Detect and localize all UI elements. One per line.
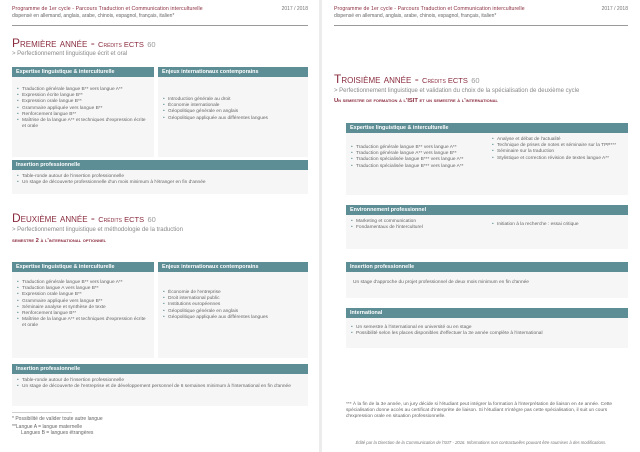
- year3-insertion-text: Un stage d'approche du projet professionnel de deux mois minimum en fin d'année: [353, 280, 529, 285]
- footnote-divider: [12, 412, 72, 413]
- year1-international-list: [158, 77, 308, 125]
- year3-environment-columns: [346, 215, 628, 234]
- year3-title-text: Troisième année: [334, 72, 412, 86]
- page-header-right: [334, 6, 628, 26]
- list-item: • Grammaire appliquée vers langue B**: [17, 299, 149, 305]
- list-item: • Technique de prises de notes et séminaire sur la TPP***: [492, 143, 623, 149]
- year2-credits-label: Crédits ECTS: [98, 215, 145, 224]
- year3-insertion-title: Insertion professionnelle: [346, 262, 628, 272]
- year3-subtitle: > Perfectionnement linguistique et validation du choix de la spécialisation de deuxième cycle: [334, 88, 580, 94]
- header-year-right: 2017 / 2018: [601, 6, 628, 12]
- list-item: • Introduction générale au droit: [163, 97, 303, 103]
- right-page: [322, 0, 640, 452]
- year1-international-box: [158, 67, 308, 157]
- list-item: • Grammaire appliquée vers langue B**: [17, 106, 149, 112]
- year3-international-title: International: [346, 308, 628, 318]
- list-item: • Initiation à la recherche : essai critique: [492, 222, 623, 228]
- list-item: • Institutions européennes: [163, 302, 303, 308]
- list-item: • Marketing et communication: [351, 219, 482, 225]
- year3-jury-note: *** À la fin de la 3e année, un jury décide si l'étudiant peut intégrer la formation à l'interprétation de liaison en 4e année. Cette spécialisation donne accès au certificat d'interprète de liaison. Si l'étudiant n'intègre pas cette spécialisation, il suit un cours d'expression orale en situation professionnelle.: [346, 402, 613, 419]
- page-header: [12, 6, 308, 26]
- year1-international-title: Enjeux internationaux contemporains: [158, 67, 308, 77]
- list-item: • Expression orale langue B**: [17, 292, 149, 298]
- year2-insertion-title: Insertion professionnelle: [12, 364, 308, 374]
- year2-international-list: [158, 272, 308, 324]
- list-item: • Un semestre à l'international en université ou en stage: [351, 325, 623, 331]
- year2-title-text: Deuxième année: [12, 211, 88, 225]
- list-item: • Traduction spécialisée langue B*** vers langue A**: [351, 164, 482, 170]
- year3-environment-title: Environnement professionnel: [346, 205, 628, 215]
- list-item: • Séminaire sur la traduction: [492, 149, 623, 155]
- year3-environment-box: [346, 205, 628, 249]
- year3-insertion-box: [346, 262, 628, 298]
- year3-linguistic-list-right: [487, 133, 628, 173]
- list-item: • Expression écrite langue B**: [17, 93, 149, 99]
- list-item: • Droit international public: [163, 296, 303, 302]
- year1-linguistic-list: [12, 77, 154, 133]
- year3-linguistic-title: Expertise linguistique & interculturelle: [346, 123, 628, 133]
- year1-title-text: Première année: [12, 36, 88, 50]
- list-item: • Traduction langue A vers langue B**: [17, 286, 149, 292]
- year2-title: Deuxième année - Crédits ECTS 60: [12, 211, 156, 225]
- year1-insertion-box: [12, 160, 308, 194]
- year1-credits-label: Crédits ECTS: [98, 40, 144, 49]
- year3-international-box: [346, 308, 628, 348]
- year2-international-box: [158, 262, 308, 358]
- year3-subtitle-semester: Un semestre de formation à l'ISIT et un semestre à l'international: [334, 98, 498, 104]
- list-item: • Un stage de découverte de l'entreprise et de développement personnel de 6 semaines minimum à l'international en fin d'année: [17, 384, 303, 390]
- year2-subtitle: > Perfectionnement linguistique et méthodologie de la traduction: [12, 227, 183, 233]
- year2-linguistic-box: [12, 262, 154, 358]
- list-item: • Possibilité selon les places disponibles d'effectuer la 3e année complète à l'international: [351, 331, 623, 337]
- year3-linguistic-columns: [346, 133, 628, 173]
- footnote-language-b: Langues B = langues étrangères: [21, 430, 94, 437]
- list-item: • Économie de l'entreprise: [163, 290, 303, 296]
- list-item: • Géopolitique appliquée aux différentes langues: [163, 116, 303, 122]
- list-item: • Table-ronde autour de l'insertion professionnelle: [17, 378, 303, 384]
- list-item: • Expression orale langue B**: [17, 99, 149, 105]
- year3-credits-label: Crédits ECTS: [422, 76, 468, 85]
- year1-credits-value: 60: [147, 40, 156, 49]
- year3-linguistic-box: [346, 123, 628, 195]
- list-item: • Traduction spécialisée langue B*** vers langue A**: [351, 157, 482, 163]
- year3-credits-value: 60: [471, 76, 480, 85]
- year1-linguistic-title: Expertise linguistique & interculturelle: [12, 67, 154, 77]
- list-item: • Traduction générale langue B** vers langue A**: [17, 87, 149, 93]
- list-item: • Fondamentaux de l'interculturel: [351, 225, 482, 231]
- header-program-title: Programme de 1er cycle - Parcours Traduction et Communication interculturelle: [12, 6, 203, 12]
- list-item: • Traduction générale langue B** vers langue A**: [17, 280, 149, 286]
- year3-international-list: [346, 318, 628, 340]
- year3-environment-list-right: [487, 215, 628, 234]
- footnote-language-a: **Langue A = langue maternelle: [12, 424, 83, 431]
- list-item: • Géopolitique générale en anglais: [163, 309, 303, 315]
- list-item: • Économie internationale: [163, 103, 303, 109]
- list-item: • Analyse et débat de l'actualité: [492, 137, 623, 143]
- year2-insertion-list: [12, 374, 308, 393]
- year1-subtitle: > Perfectionnement linguistique écrit et oral: [12, 51, 128, 57]
- year2-international-title: Enjeux internationaux contemporains: [158, 262, 308, 272]
- list-item: • Un stage de découverte professionnelle d'un mois minimum à l'étranger en fin d'année: [17, 180, 303, 186]
- footnotes: [12, 416, 212, 437]
- header-languages: dispensé en allemand, anglais, arabe, chinois, espagnol, français, italien*: [12, 13, 175, 19]
- list-item: • Renforcement langue B**: [17, 112, 149, 118]
- header-program-title-right: Programme de 1er cycle - Parcours Traduction et Communication interculturelle: [334, 6, 525, 12]
- year2-credits-value: 60: [147, 215, 156, 224]
- year2-linguistic-list: [12, 272, 154, 333]
- year1-insertion-list: [12, 170, 308, 189]
- footnote-other-language: * Possibilité de valider toute autre langue: [12, 416, 103, 422]
- list-item: • Traduction générale langue A** vers langue B**: [351, 151, 482, 157]
- list-item: • Maîtrise de la langue A** et techniques d'expression écrite et orale: [17, 317, 149, 329]
- list-item: • Traduction générale langue B** vers langue A**: [351, 145, 482, 151]
- year2-insertion-box: [12, 364, 308, 406]
- list-item: • Stylistique et correction révision de textes langue A**: [492, 156, 623, 162]
- year1-title: Première année - Crédits ECTS 60: [12, 36, 156, 50]
- year3-title: Troisième année - Crédits ECTS 60: [334, 72, 480, 86]
- year2-linguistic-title: Expertise linguistique & interculturelle: [12, 262, 154, 272]
- list-item: • Renforcement langue B**: [17, 311, 149, 317]
- year2-subtitle-semester: semestre 2 à l'international optionnel: [12, 238, 107, 244]
- header-year: 2017 / 2018: [281, 6, 308, 12]
- list-item: • Géopolitique appliquée aux différentes langues: [163, 315, 303, 321]
- header-languages-right: dispensé en allemand, anglais, arabe, chinois, espagnol, français, italien*: [334, 13, 497, 19]
- year3-linguistic-list-left: [346, 133, 487, 173]
- list-item: • Maîtrise de la langue A** et techniques d'expression écrite et orale: [17, 118, 149, 130]
- list-item: • Géopolitique générale en anglais: [163, 109, 303, 115]
- list-item: • Table-ronde autour de l'insertion professionnelle: [17, 174, 303, 180]
- year1-linguistic-box: [12, 67, 154, 157]
- year1-insertion-title: Insertion professionnelle: [12, 160, 308, 170]
- list-item: • Séminaire analyse et synthèse de texte: [17, 305, 149, 311]
- year3-environment-list-left: [346, 215, 487, 234]
- publisher-note: Édité par la Direction de la Communication de l'ISIT - 2016. Informations non contractuelles pouvant être soumises à des modifications.: [355, 440, 607, 445]
